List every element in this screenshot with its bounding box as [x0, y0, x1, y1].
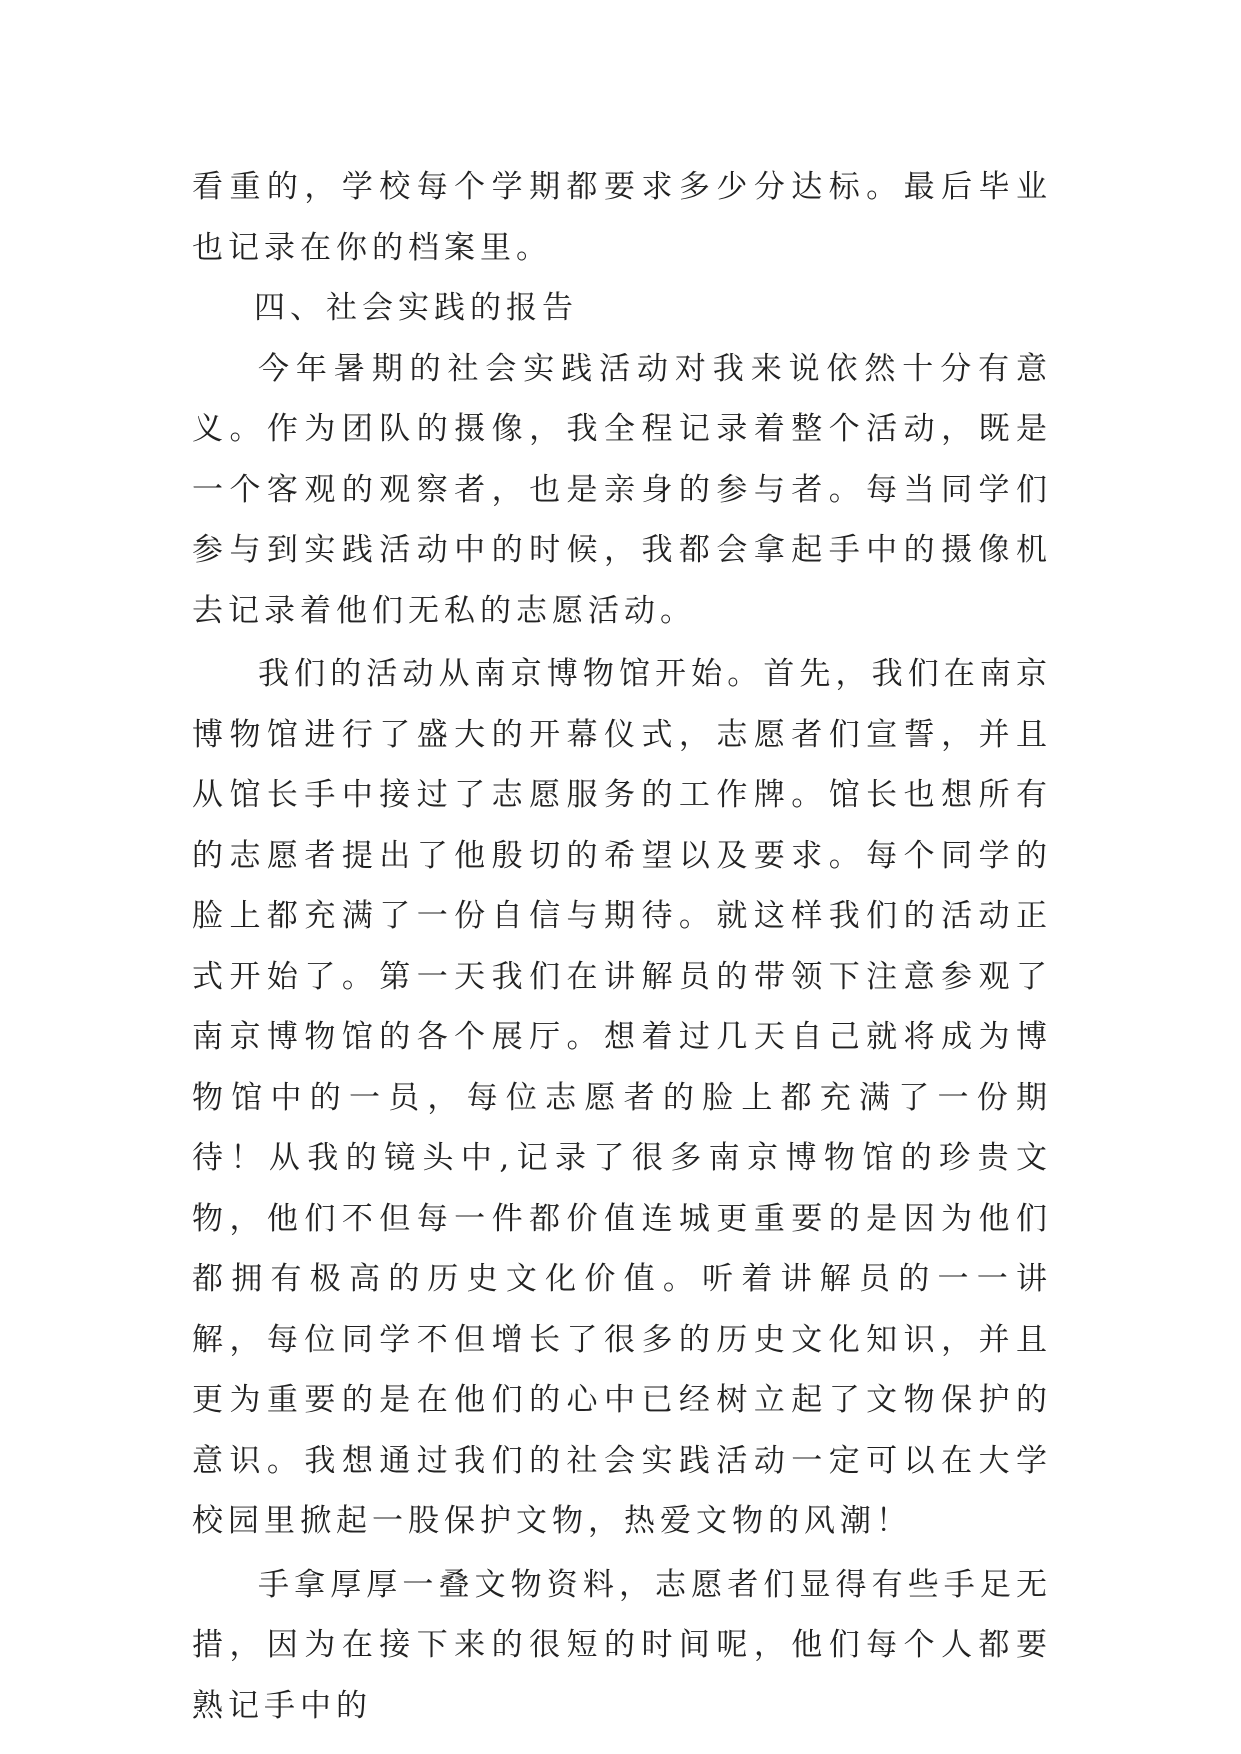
paragraph-intro: 今年暑期的社会实践活动对我来说依然十分有意义。作为团队的摄像，我全程记录着整个活动，既是一个客观的观察者，也是亲身的参与者。每当同学们参与到实践活动中的时候，我都会拿起手中的摄像机去记录着他们无私的志愿活动。 [192, 350, 1052, 629]
section-heading: 四、社会实践的报告 [254, 290, 578, 326]
paragraph-continuation: 看重的，学校每个学期都要求多少分达标。最后毕业也记录在你的档案里。 [192, 169, 1052, 266]
paragraph-volunteers: 手拿厚厚一叠文物资料，志愿者们显得有些手足无措，因为在接下来的很短的时间呢，他们每个人都要熟记手中的 [192, 1566, 1052, 1724]
document-body [192, 157, 1052, 1736]
paragraph-museum-activity: 我们的活动从南京博物馆开始。首先，我们在南京博物馆进行了盛大的开幕仪式，志愿者们宣誓，并且从馆长手中接过了志愿服务的工作牌。馆长也想所有的志愿者提出了他殷切的希望以及要求。每个同学的脸上都充满了一份自信与期待。就这样我们的活动正式开始了。第一天我们在讲解员的带领下注意参观了南京博物馆的各个展厅。想着过几天自己就将成为博物馆中的一员，每位志愿者的脸上都充满了一份期待！从我的镜头中,记录了很多南京博物馆的珍贵文物，他们不但每一件都价值连城更重要的是因为他们都拥有极高的历史文化价值。听着讲解员的一一讲解，每位同学不但增长了很多的历史文化知识，并且更为重要的是在他们的心中已经树立起了文物保护的意识。我想通过我们的社会实践活动一定可以在大学校园里掀起一股保护文物，热爱文物的风潮！ [192, 656, 1052, 1539]
